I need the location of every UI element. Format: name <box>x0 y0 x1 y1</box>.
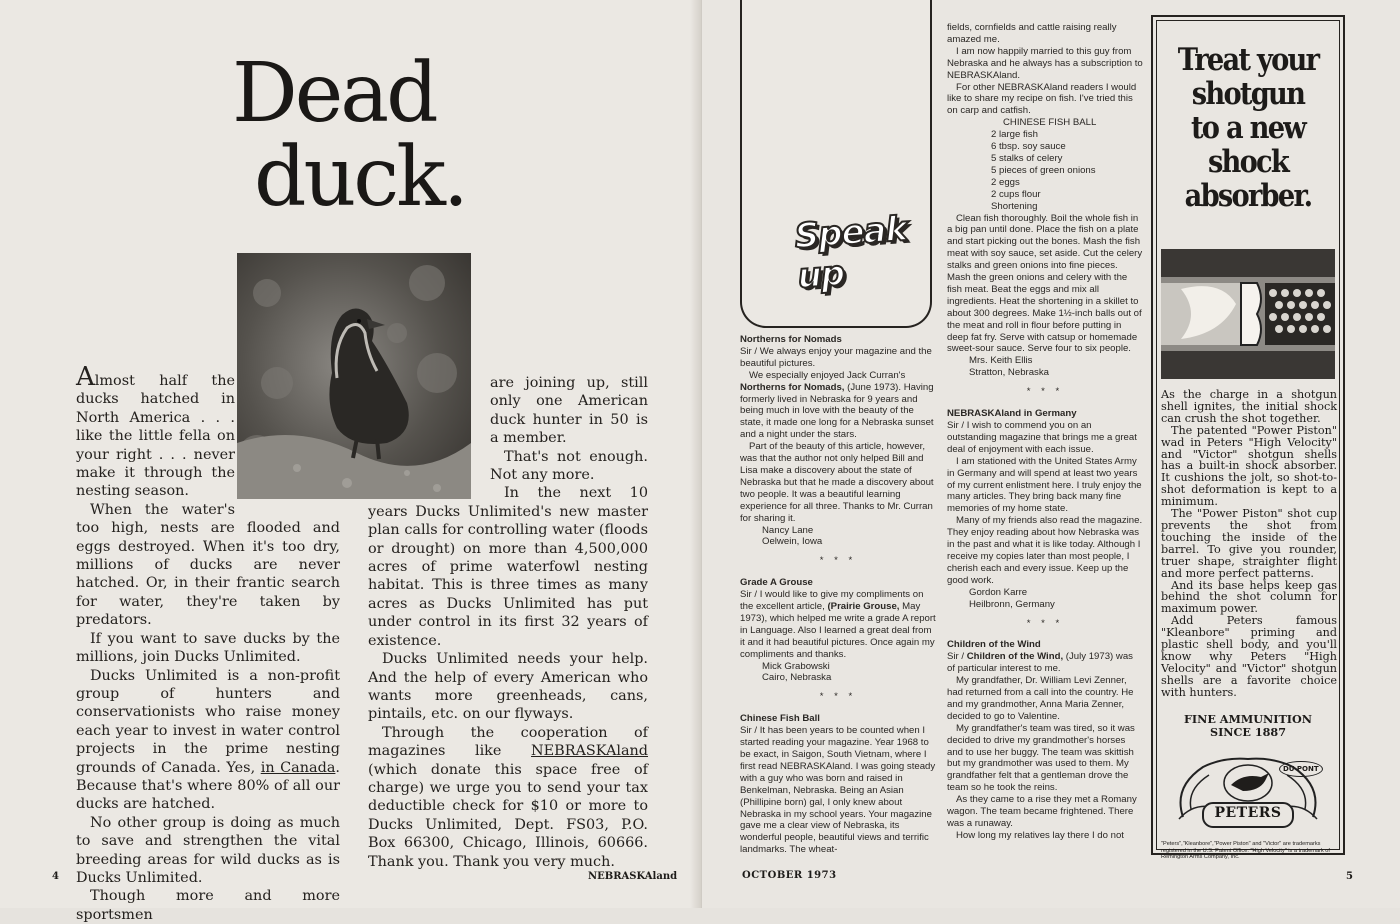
letters-column-2 <box>947 22 1143 842</box>
ingredient: 5 pieces of green onions <box>991 164 1096 176</box>
ad-body-copy <box>1161 389 1337 699</box>
letter-text <box>740 589 936 660</box>
issue-date-footer: OCTOBER 1973 <box>742 870 837 881</box>
separator-stars: * * * <box>819 555 857 567</box>
article-paragraph: In the next 10 years Ducks Unlimited's new master plan calls for controlling water (floods or drought) on more than 4,500,000 acres of prime waterfowl nesting habitat. This is three times as many acres as Ducks Unlimited has put under control in its first 32 years of existence. <box>368 485 648 649</box>
separator-stars: * * * <box>1026 617 1064 629</box>
letter-signature: Mick Grabowski <box>762 660 830 672</box>
letter-text-span: (July 1973) was of particular interest to me. <box>947 651 1133 675</box>
letter-text-span: Sir / I would like to give my compliments on the excellent article, <box>740 589 924 613</box>
right-page <box>702 0 1400 908</box>
paragraph-text: Through the cooperation of magazines like <box>368 724 648 760</box>
ad-headline <box>232 46 532 225</box>
trademark-fine-print: "Peters","Kleanbore","Power Piston" and "Victor" are trademarks registered in the U.S. Patent Office. "High Velocity" is a trademark of Remington Arms Company, Inc. <box>1161 841 1330 861</box>
letter-text: Sir / I wish to commend you on an outstanding magazine that brings me a great deal of enjoyment with each issue. <box>947 420 1137 455</box>
separator-stars: * * * <box>1026 386 1064 398</box>
letter-heading: NEBRASKAland in Germany <box>947 408 1077 420</box>
article-paragraph: That's not enough. Not any more. <box>490 448 648 484</box>
ad-tagline <box>1153 713 1343 739</box>
tagline-line-1: FINE AMMUNITION <box>1183 712 1313 726</box>
letter-text: fields, cornfields and cattle raising really amazed me. <box>947 22 1117 45</box>
letter-location: Cairo, Nebraska <box>762 672 832 684</box>
article-reference: (Prairie Grouse, <box>827 601 900 613</box>
nebraskaland-underlined: NEBRASKAland <box>531 743 649 760</box>
drop-cap: A <box>76 362 95 392</box>
peters-brand-name: PETERS <box>1214 805 1282 821</box>
ingredient: Shortening <box>991 200 1038 212</box>
letter-text: Sir / We always enjoy your magazine and the beautiful pictures. <box>740 345 932 369</box>
ingredient: 5 stalks of celery <box>991 152 1063 164</box>
letter-text: For other NEBRASKAland readers I would like to share my recipe on fish. I've tried this on carp and catfish. <box>947 81 1137 117</box>
paragraph-text: Thank you very much. <box>453 853 615 870</box>
article-paragraph: If you want to save ducks by the millions, join Ducks Unlimited. <box>76 630 340 666</box>
letter-signature: Gordon Karre <box>969 586 1028 598</box>
shotgun-shell-cutaway-image <box>1161 249 1335 379</box>
letter-text: Many of my friends also read the magazine. They enjoy reading about how Nebraska was in the past and what it is like today. Although I receive my copies later than most people, I cherish each and every issue. Keep up the good work. <box>947 515 1143 586</box>
letter-text: I am stationed with the United States Army in Germany and will spend at least two years of my current enlistment here. I truly enjoy the many articles. They bring back many fine memories of my home state. <box>947 455 1142 515</box>
letter-location: Stratton, Nebraska <box>969 367 1049 379</box>
recipe-title: CHINESE FISH BALL <box>1003 117 1097 129</box>
paragraph-text: (which donate this space free of charge) we urge you to send your tax deductible check for $10 or more to Ducks Unlimited, Dept. FS03, P.O. Box 66300, Chicago, Illinois, 60666. Thank you. <box>368 761 648 870</box>
article-reference: Children of the Wind, <box>966 651 1064 663</box>
letter-text: As they came to a rise they met a Romany wagon. The team became frightened. There was a runaway. <box>947 794 1137 829</box>
letter-signature: Nancy Lane <box>762 524 814 536</box>
letter-text: My grandfather's team was tired, so it was decided to drive my grandmother's horses and to use her buggy. The team was skittish but my grandmother was used to them. My grandfather felt that a gentleman drove the team so he took the reins. <box>947 722 1135 794</box>
letter-text: Sir / It has been years to be counted when I started reading your magazine. Year 1968 to be exact, in Saigon, South Vietnam, where I first read NEBRASKAland. I was going steady with a guy who was born and raised in Benkelman, Nebraska. Being an Asian (Phillipine born) gal, I only knew about Nebraska in my school years. Your magazine gave me a clear view of Nebraska, its wonderful people, beautiful views and terrific landmarks. The wheat- <box>740 725 936 856</box>
page-number-right: 5 <box>1346 871 1353 882</box>
article-paragraph <box>368 724 648 871</box>
ad-paragraph: And its base helps keep gas behind the shot column for maximum power. <box>1161 578 1337 616</box>
peters-ammunition-ad <box>1151 15 1345 861</box>
letter-heading: Children of the Wind <box>947 639 1041 651</box>
article-paragraph <box>76 667 340 814</box>
article-paragraph: When the water's too high, nests are flooded and eggs destroyed. When it's too dry, millions of ducks are never hatched. Or, in their frantic search for water, they're taken by predators. <box>76 501 340 629</box>
headline-line-1: Dead <box>232 46 436 141</box>
letter-location: Heilbronn, Germany <box>969 598 1055 610</box>
letter-heading: Chinese Fish Ball <box>740 713 820 725</box>
letter-text: My grandfather, Dr. William Levi Zenner, had returned from a call into the country. He and my grandmother, Anna Maria Zenner, decided to go to Valentine. <box>947 675 1134 722</box>
letter-text: I am now happily married to this guy from Nebraska and he always has a subscription to NEBRASKAland. <box>947 45 1143 81</box>
ingredient: 2 eggs <box>991 176 1020 188</box>
letter-location: Oelwein, Iowa <box>762 536 823 548</box>
photo-wrap-space <box>235 368 340 514</box>
letters-column-1 <box>740 334 936 856</box>
recipe-ingredients <box>947 129 1143 212</box>
paragraph-text: . Because that's where 80% of all our ducks are hatched. <box>76 759 340 813</box>
letter-text-span: We especially enjoyed Jack Curran's <box>749 369 906 381</box>
letter-text <box>740 370 936 441</box>
ad-headline-line: Treat your <box>1177 42 1319 78</box>
article-column-2 <box>368 374 648 871</box>
recipe-method: Clean fish thoroughly. Boil the whole fish in a big pan until done. Place the fish on a plate and start picking out the bones. Mash the fish meat with soy sauce, set aside. Cut the celery stalks and green onions into fine pieces. Mash the green onions and celery with the fish meat. Beat the eggs and mix all ingredients. Heat the shortening in a skillet to about 300 degrees. Make 1½-inch balls out of the meat and roll in flour before putting in deep fat fry. Serve with catsup or homemade sweet-sour sauce. Serve four to six people. <box>947 212 1143 355</box>
tagline-line-2: SINCE 1887 <box>1209 725 1286 739</box>
ad-headline-line: to a new <box>1190 110 1306 146</box>
letter-text-span: Sir / <box>947 651 965 663</box>
paragraph-text: Ducks Unlimited is a non-profit group of hunters and conservationists who raise money each year to invest in water control projects in the prime nesting grounds of Canada. Yes, <box>76 667 340 776</box>
ad-paragraph: Add Peters famous "Kleanbore" priming and plastic shell body, and you'll know why Peters "High Velocity" and "Victor" shotgun shells are a favorite choice with hunters. <box>1161 614 1337 699</box>
letter-text: Part of the beauty of this article, however, was that the author not only helped Bill and Lisa make a discovery about the state of Nebraska but that he made a discovery about two people. It was a beautiful learning experience for all three. Thanks to Mr. Curran for sharing it. <box>740 441 934 524</box>
ingredient: 2 cups flour <box>991 188 1041 200</box>
letter-text-span: May 1973), which helped me write a grade A report in Language. Also I learned a great deal from it and it had beautiful pictures. Once again my compliments and thanks. <box>740 601 936 660</box>
paragraph-text: lmost half the ducks hatched in North America . . . like the little fella on your right . . . never make it through the nesting season. <box>76 373 235 500</box>
ingredient: 2 large fish <box>991 129 1038 141</box>
ad-headline-block <box>1164 43 1331 213</box>
dupont-oval-logo: DU PONT <box>1279 761 1323 777</box>
ad-headline-line: shock <box>1207 144 1289 180</box>
article-reference: Northerns for Nomads, <box>740 381 845 393</box>
article-paragraph: are joining up, still only one American duck hunter in 50 is a member. <box>490 375 648 447</box>
ingredient: 6 tbsp. soy sauce <box>991 141 1066 153</box>
headline-line-2: duck. <box>254 130 466 225</box>
speak-up-box <box>740 0 932 328</box>
letter-signature: Mrs. Keith Ellis <box>969 355 1033 367</box>
speak-up-logo: Speak up <box>793 208 909 297</box>
article-paragraph: Ducks Unlimited needs your help. And the help of every American who wants more greenheads, cans, pintails, etc. on our flyways. <box>368 651 648 723</box>
in-canada-underlined: in Canada <box>260 759 336 776</box>
page-number-left: 4 <box>52 871 59 882</box>
ad-paragraph: As the charge in a shotgun shell ignites, the initial shock can crush the shot together. <box>1161 388 1337 425</box>
left-page <box>0 0 698 923</box>
article-paragraph: No other group is doing as much to save and strengthen the vital breeding areas for wild ducks as is Ducks Unlimited. <box>76 814 340 886</box>
article-paragraph: Though more and more sportsmen <box>76 888 340 923</box>
article-column-1 <box>76 362 340 924</box>
ad-paragraph: The patented "Power Piston" wad in Peters "High Velocity" and "Victor" shotgun shells has a built-in shock absorber. It cushions the jolt, so shot-to-shot deformation is kept to a minimum. <box>1161 423 1337 509</box>
letter-text <box>947 651 1143 675</box>
separator-stars: * * * <box>819 691 857 703</box>
photo-wrap-space <box>368 374 490 502</box>
running-footer-left: NEBRASKAland <box>588 871 678 882</box>
ad-headline-line: absorber. <box>1184 178 1312 214</box>
letter-heading: Northerns for Nomads <box>740 334 842 345</box>
letter-text-span: (June 1973). Having formerly lived in Nebraska for 9 years and being much in love with the beauty of the state, it made one long for a Nebraska sunset and a night under the stars. <box>740 381 934 441</box>
letter-heading: Grade A Grouse <box>740 577 813 589</box>
ad-paragraph: The "Power Piston" shot cup prevents the shot from touching the inside of the barrel. To give you rounder, truer shape, straighter flight and more perfect patterns. <box>1161 507 1337 580</box>
letter-text: How long my relatives lay there I do not <box>956 829 1124 841</box>
ad-headline-line: shotgun <box>1191 76 1305 112</box>
